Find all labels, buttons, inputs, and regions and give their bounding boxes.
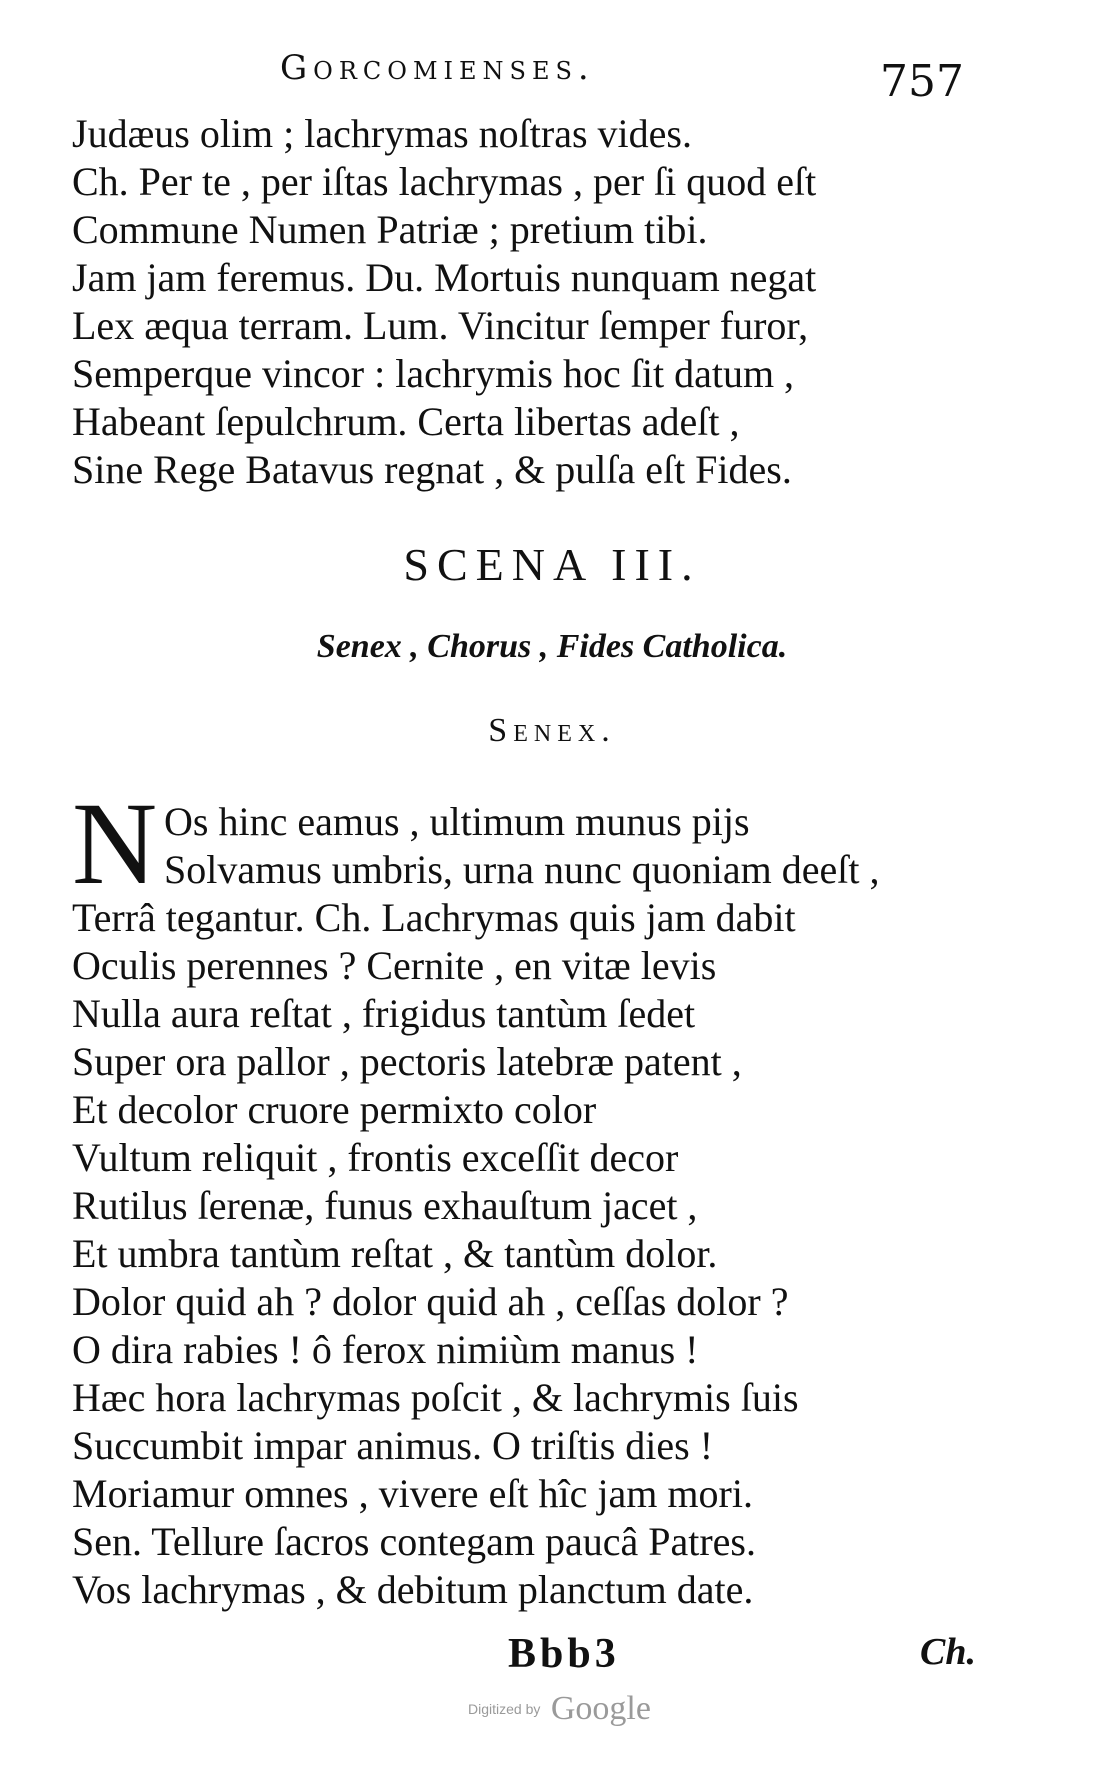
scene-persons: Senex , Chorus , Fides Catholica. — [316, 628, 788, 665]
verse-line: O dira rabies ! ô ferox nimiùm manus ! — [72, 1327, 699, 1372]
verse-line: Vos lachrymas , & debitum planctum date. — [72, 1567, 754, 1612]
verse-block-top — [72, 110, 1012, 494]
verse-line: Solvamus umbris, urna nunc quoniam deeſt , — [164, 847, 880, 892]
verse-block-main — [72, 798, 1012, 1614]
verse-line: Succumbit impar animus. O triſtis dies ! — [72, 1423, 714, 1468]
verse-line: Oculis perennes ? Cernite , en vitæ levis — [72, 943, 717, 988]
scene-title: SCENA III. — [403, 539, 701, 590]
drop-cap: N — [72, 778, 158, 909]
page-number: 757 — [880, 56, 964, 107]
verse-line: Judæus olim ; lachrymas noſtras vides. — [72, 111, 692, 156]
verse-line: Commune Numen Patriæ ; pretium tibi. — [72, 207, 708, 252]
verse-line: Sine Rege Batavus regnat , & pulſa eſt Fides. — [72, 447, 792, 492]
verse-line: Lex æqua terram. Lum. Vincitur ſemper furor, — [72, 303, 809, 348]
verse-line: Jam jam feremus. Du. Mortuis nunquam negat — [72, 255, 817, 300]
verse-line: Habeant ſepulchrum. Certa libertas adeſt , — [72, 399, 740, 444]
verse-line: Moriamur omnes , vivere eſt hîc jam mori. — [72, 1471, 753, 1516]
signature-mark: Bbb3 — [508, 1631, 620, 1677]
verse-line: Et umbra tantùm reſtat , & tantùm dolor. — [72, 1231, 718, 1276]
verse-line: Ch. Per te , per iſtas lachrymas , per ſi quod eſt — [72, 159, 817, 204]
verse-line: Nulla aura reſtat , frigidus tantùm ſedet — [72, 991, 696, 1036]
verse-line: Hæc hora lachrymas poſcit , & lachrymis ſuis — [72, 1375, 799, 1420]
verse-line: Vultum reliquit , frontis exceſſit decor — [72, 1135, 679, 1180]
digitized-watermark — [468, 1690, 651, 1728]
speaker-heading: Senex. — [488, 712, 616, 749]
catchword: Ch. — [920, 1631, 976, 1673]
verse-line: Dolor quid ah ? dolor quid ah , ceſſas dolor ? — [72, 1279, 789, 1324]
running-head: Gorcomienses. — [280, 48, 595, 88]
verse-line: Super ora pallor , pectoris latebræ patent , — [72, 1039, 742, 1084]
verse-line: Semperque vincor : lachrymis hoc ſit datum , — [72, 351, 795, 396]
digitized-label: Digitized by — [468, 1701, 541, 1717]
verse-line: Et decolor cruore permixto color — [72, 1087, 597, 1132]
verse-line: Rutilus ſerenæ, funus exhauſtum jacet , — [72, 1183, 698, 1228]
verse-line: Sen. Tellure ſacros contegam paucâ Patres. — [72, 1519, 756, 1564]
verse-line: Os hinc eamus , ultimum munus pijs — [164, 799, 750, 844]
digitized-brand: Google — [550, 1690, 651, 1727]
verse-line: Terrâ tegantur. Ch. Lachrymas quis jam dabit — [72, 895, 796, 940]
